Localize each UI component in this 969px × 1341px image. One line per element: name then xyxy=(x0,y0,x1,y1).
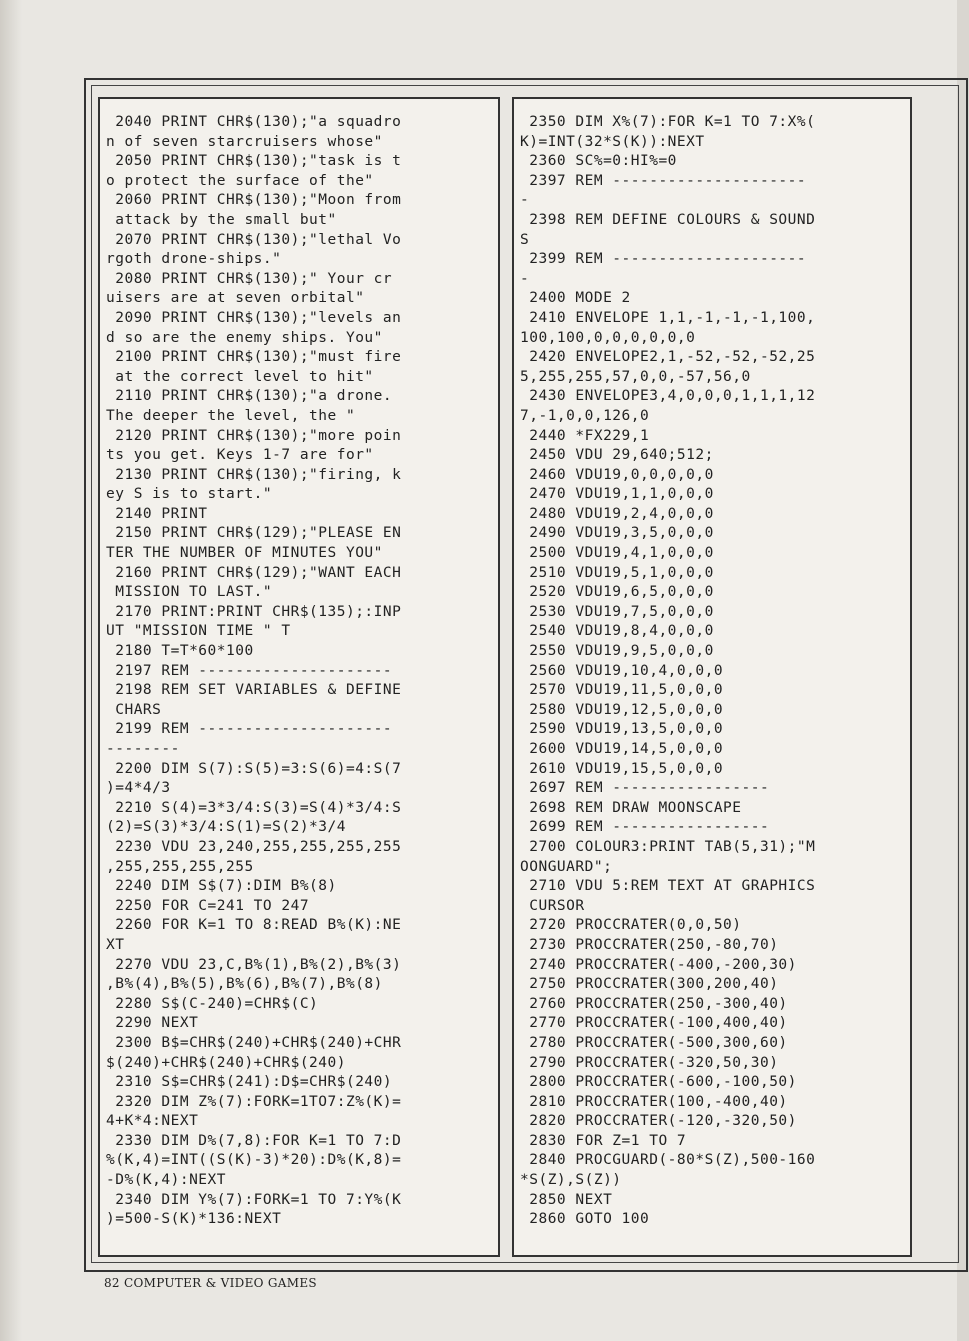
code-line: 2570 VDU19,11,5,0,0,0 xyxy=(520,682,724,699)
code-line: 2270 VDU 23,C,B%(1),B%(2),B%(3) xyxy=(106,956,402,973)
code-line: The deeper the level, the " xyxy=(106,407,356,424)
code-line: )=4*4/3 xyxy=(106,780,171,797)
code-line: 2340 DIM Y%(7):FORK=1 TO 7:Y%(K xyxy=(106,1191,402,1208)
code-line: 2360 SC%=0:HI%=0 xyxy=(520,153,677,170)
code-line: ,B%(4),B%(5),B%(6),B%(7),B%(8) xyxy=(106,976,383,993)
page-footer: 82 COMPUTER & VIDEO GAMES xyxy=(104,1276,317,1290)
code-line: 2070 PRINT CHR$(130);"lethal Vo xyxy=(106,231,402,248)
code-line: 2398 REM DEFINE COLOURS & SOUND xyxy=(520,211,816,228)
code-line: d so are the enemy ships. You" xyxy=(106,329,383,346)
code-listing-right xyxy=(520,113,906,1230)
code-line: 2850 NEXT xyxy=(520,1191,613,1208)
code-line: (2)=S(3)*3/4:S(1)=S(2)*3/4 xyxy=(106,819,346,836)
code-line: 2699 REM ----------------- xyxy=(520,819,770,836)
code-line: 2080 PRINT CHR$(130);" Your cr xyxy=(106,270,393,287)
code-line: 2840 PROCGUARD(-80*S(Z),500-160 xyxy=(520,1152,816,1169)
code-line: 2560 VDU19,10,4,0,0,0 xyxy=(520,662,724,679)
code-line: ey S is to start." xyxy=(106,486,273,503)
code-line: n of seven starcruisers whose" xyxy=(106,133,383,150)
code-line: - xyxy=(520,192,530,209)
code-line: MISSION TO LAST." xyxy=(106,584,273,601)
code-line: 100,100,0,0,0,0,0,0 xyxy=(520,329,696,346)
code-line: 2350 DIM X%(7):FOR K=1 TO 7:X%( xyxy=(520,114,816,130)
code-line: 2590 VDU19,13,5,0,0,0 xyxy=(520,721,724,738)
code-line: 2540 VDU19,8,4,0,0,0 xyxy=(520,623,714,640)
code-line: 2170 PRINT:PRINT CHR$(135);:INP xyxy=(106,603,402,620)
code-line: 2740 PROCCRATER(-400,-200,30) xyxy=(520,956,797,973)
code-line: %(K,4)=INT((S(K)-3)*20):D%(K,8)= xyxy=(106,1152,402,1169)
code-line: ts you get. Keys 1-7 are for" xyxy=(106,447,374,464)
code-line: 2470 VDU19,1,1,0,0,0 xyxy=(520,486,714,503)
code-line: o protect the surface of the" xyxy=(106,172,374,189)
code-line: 2730 PROCCRATER(250,-80,70) xyxy=(520,936,779,953)
code-line: 2780 PROCCRATER(-500,300,60) xyxy=(520,1034,788,1051)
code-line: -------- xyxy=(106,741,180,757)
code-line: 2240 DIM S$(7):DIM B%(8) xyxy=(106,878,337,895)
code-line: 2790 PROCCRATER(-320,50,30) xyxy=(520,1054,779,1071)
code-line: 2397 REM --------------------- xyxy=(520,172,807,189)
code-line: 2198 REM SET VARIABLES & DEFINE xyxy=(106,682,402,699)
code-line: 2710 VDU 5:REM TEXT AT GRAPHICS xyxy=(520,878,816,895)
code-line: 2330 DIM D%(7,8):FOR K=1 TO 7:D xyxy=(106,1132,402,1149)
code-line: 2290 NEXT xyxy=(106,1015,199,1032)
code-line: 2770 PROCCRATER(-100,400,40) xyxy=(520,1015,788,1032)
code-line: 2430 ENVELOPE3,4,0,0,0,1,1,1,12 xyxy=(520,388,816,405)
code-line: 2040 PRINT CHR$(130);"a squadro xyxy=(106,114,402,130)
code-line: K)=INT(32*S(K)):NEXT xyxy=(520,133,705,150)
code-line: 2550 VDU19,9,5,0,0,0 xyxy=(520,643,714,660)
code-line: 2050 PRINT CHR$(130);"task is t xyxy=(106,153,402,170)
code-line: XT xyxy=(106,936,125,953)
code-line: ,255,255,255,255 xyxy=(106,858,254,875)
code-line: 2580 VDU19,12,5,0,0,0 xyxy=(520,701,724,718)
code-line: UT "MISSION TIME " T xyxy=(106,623,291,640)
code-line: 5,255,255,57,0,0,-57,56,0 xyxy=(520,368,751,385)
code-line: 2100 PRINT CHR$(130);"must fire xyxy=(106,349,402,366)
code-line: $(240)+CHR$(240)+CHR$(240) xyxy=(106,1054,346,1071)
code-line: 2310 S$=CHR$(241):D$=CHR$(240) xyxy=(106,1074,393,1091)
code-line: 2320 DIM Z%(7):FORK=1TO7:Z%(K)= xyxy=(106,1093,402,1110)
code-line: 2440 *FX229,1 xyxy=(520,427,650,444)
code-line: at the correct level to hit" xyxy=(106,368,374,385)
code-line: 2530 VDU19,7,5,0,0,0 xyxy=(520,603,714,620)
code-line: )=500-S(K)*136:NEXT xyxy=(106,1211,282,1228)
code-line: 2199 REM --------------------- xyxy=(106,721,393,738)
code-line: -D%(K,4):NEXT xyxy=(106,1172,226,1189)
code-line: 2500 VDU19,4,1,0,0,0 xyxy=(520,545,714,562)
code-line: 2140 PRINT xyxy=(106,505,208,522)
code-listing-left xyxy=(106,113,494,1230)
code-line: 2860 GOTO 100 xyxy=(520,1211,650,1228)
code-line: 2060 PRINT CHR$(130);"Moon from xyxy=(106,192,402,209)
code-line: 2300 B$=CHR$(240)+CHR$(240)+CHR xyxy=(106,1034,402,1051)
code-line: 2197 REM --------------------- xyxy=(106,662,393,679)
code-line: 2230 VDU 23,240,255,255,255,255 xyxy=(106,838,402,855)
code-line: 2410 ENVELOPE 1,1,-1,-1,-1,100, xyxy=(520,309,816,326)
code-line: - xyxy=(520,270,530,287)
code-line: 2698 REM DRAW MOONSCAPE xyxy=(520,799,742,816)
code-line: 2750 PROCCRATER(300,200,40) xyxy=(520,976,779,993)
code-line: 4+K*4:NEXT xyxy=(106,1113,199,1130)
code-line: 2090 PRINT CHR$(130);"levels an xyxy=(106,309,402,326)
code-line: TER THE NUMBER OF MINUTES YOU" xyxy=(106,545,383,562)
code-line: 2130 PRINT CHR$(130);"firing, k xyxy=(106,466,402,483)
code-line: 2120 PRINT CHR$(130);"more poin xyxy=(106,427,402,444)
code-line: 2700 COLOUR3:PRINT TAB(5,31);"M xyxy=(520,838,816,855)
code-line: 2160 PRINT CHR$(129);"WANT EACH xyxy=(106,564,402,581)
code-line: 2490 VDU19,3,5,0,0,0 xyxy=(520,525,714,542)
code-line: 2820 PROCCRATER(-120,-320,50) xyxy=(520,1113,797,1130)
listing-column-right xyxy=(512,97,912,1257)
code-line: S xyxy=(520,231,530,248)
code-line: 2260 FOR K=1 TO 8:READ B%(K):NE xyxy=(106,917,402,934)
code-line: CURSOR xyxy=(520,897,585,914)
code-line: 2697 REM ----------------- xyxy=(520,780,770,797)
listing-column-left xyxy=(98,97,500,1257)
code-line: rgoth drone-ships." xyxy=(106,251,282,268)
code-line: 2510 VDU19,5,1,0,0,0 xyxy=(520,564,714,581)
code-line: attack by the small but" xyxy=(106,211,337,228)
code-line: 2280 S$(C-240)=CHR$(C) xyxy=(106,995,319,1012)
code-line: 2450 VDU 29,640;512; xyxy=(520,447,714,464)
code-line: 2200 DIM S(7):S(5)=3:S(6)=4:S(7 xyxy=(106,760,402,777)
code-line: OONGUARD"; xyxy=(520,858,613,875)
page-edge-shadow xyxy=(0,0,22,1341)
code-line: 2830 FOR Z=1 TO 7 xyxy=(520,1132,687,1149)
code-line: 2420 ENVELOPE2,1,-52,-52,-52,25 xyxy=(520,349,816,366)
code-line: *S(Z),S(Z)) xyxy=(520,1172,622,1189)
code-line: 2460 VDU19,0,0,0,0,0 xyxy=(520,466,714,483)
code-line: 2610 VDU19,15,5,0,0,0 xyxy=(520,760,724,777)
code-line: 2800 PROCCRATER(-600,-100,50) xyxy=(520,1074,797,1091)
code-line: uisers are at seven orbital" xyxy=(106,290,365,307)
code-line: 2250 FOR C=241 TO 247 xyxy=(106,897,310,914)
code-line: 2110 PRINT CHR$(130);"a drone. xyxy=(106,388,393,405)
code-line: 2720 PROCCRATER(0,0,50) xyxy=(520,917,742,934)
code-line: 7,-1,0,0,126,0 xyxy=(520,407,650,424)
code-line: 2399 REM --------------------- xyxy=(520,251,807,268)
code-line: 2210 S(4)=3*3/4:S(3)=S(4)*3/4:S xyxy=(106,799,402,816)
code-line: 2180 T=T*60*100 xyxy=(106,643,254,660)
code-line: 2150 PRINT CHR$(129);"PLEASE EN xyxy=(106,525,402,542)
code-line: 2480 VDU19,2,4,0,0,0 xyxy=(520,505,714,522)
code-line: 2760 PROCCRATER(250,-300,40) xyxy=(520,995,788,1012)
code-line: 2600 VDU19,14,5,0,0,0 xyxy=(520,741,724,757)
code-line: 2400 MODE 2 xyxy=(520,290,631,307)
code-line: CHARS xyxy=(106,701,162,718)
code-line: 2520 VDU19,6,5,0,0,0 xyxy=(520,584,714,601)
code-line: 2810 PROCCRATER(100,-400,40) xyxy=(520,1093,788,1110)
